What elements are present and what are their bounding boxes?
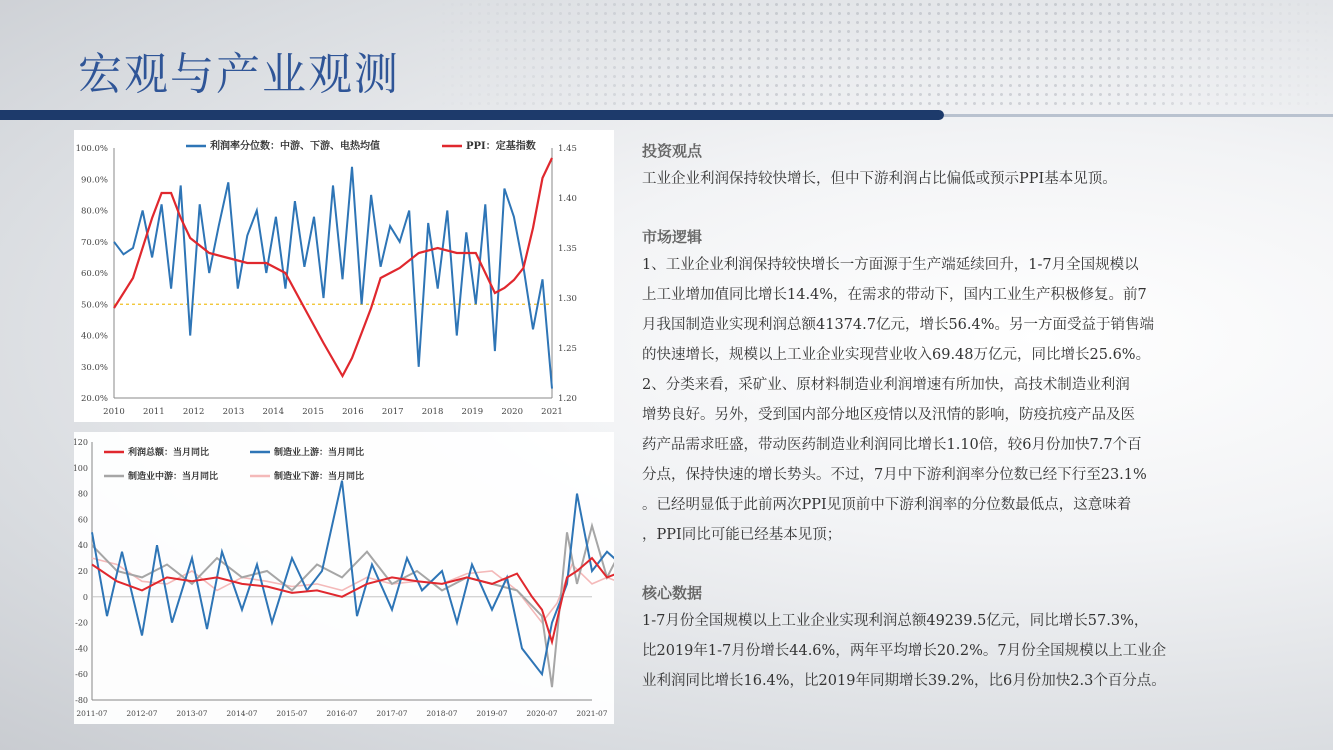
- y-left-tick-label: 90.0%: [80, 175, 108, 186]
- y-left-tick-label: 20.0%: [80, 394, 108, 404]
- y-tick-label: 40: [77, 541, 88, 551]
- y-left-tick-label: 100.0%: [75, 144, 108, 154]
- y-left-tick-label: 50.0%: [80, 300, 108, 311]
- page-title: 宏观与产业观测: [78, 49, 400, 100]
- y-tick-label: -40: [75, 644, 88, 654]
- logic-line: ，PPI同比可能已经基本见顶；: [642, 527, 842, 543]
- x-tick-label: 2013-07: [176, 709, 208, 718]
- y-left-tick-label: 40.0%: [80, 331, 108, 342]
- y-left-tick-label: 70.0%: [80, 237, 108, 248]
- header-divider: [0, 110, 944, 120]
- logic-body: [642, 250, 1262, 550]
- logic-line: 上工业增加值同比增长14.4%，在需求的带动下，国内工业生产积极修复。前7: [642, 287, 1147, 303]
- series-line-profit-percentile: [114, 167, 552, 389]
- header-dot-pattern: [430, 0, 1333, 110]
- x-tick-label: 2016-07: [326, 709, 358, 718]
- legend-label-profit: 利润率分位数：中游、下游、电热均值: [210, 141, 380, 152]
- profit-ppi-chart: [74, 130, 614, 422]
- y-tick-label: 100: [74, 463, 88, 473]
- y-right-tick-label: 1.40: [558, 194, 577, 204]
- logic-line: 的快速增长，规模以上工业企业实现营业收入69.48万亿元，同比增长25.6%。: [642, 347, 1151, 363]
- monthly-yoy-chart-svg: [74, 432, 614, 724]
- x-tick-label: 2018: [421, 407, 444, 417]
- logic-line: 2、分类来看，采矿业、原材料制造业利润增速有所加快，高技术制造业利润: [642, 377, 1130, 393]
- legend-label-upstream: 制造业上游：当月同比: [274, 448, 365, 458]
- view-text: 工业企业利润保持较快增长，但中下游利润占比偏低或预示PPI基本见顶。: [642, 171, 1117, 187]
- text-panel: [642, 140, 1262, 696]
- logic-line: 。已经明显低于此前两次PPI见顶前中下游利润率的分位数最低点，这意味着: [642, 497, 1132, 513]
- x-tick-label: 2014-07: [226, 709, 258, 718]
- x-tick-label: 2016: [342, 407, 364, 417]
- y-tick-label: -80: [75, 696, 88, 705]
- x-tick-label: 2015: [302, 407, 324, 417]
- legend-label-ppi: PPI：定基指数: [466, 141, 536, 152]
- y-tick-label: -20: [75, 618, 88, 628]
- x-tick-label: 2011-07: [76, 709, 108, 718]
- x-tick-label: 2019: [461, 407, 484, 417]
- data-body: [642, 606, 1262, 696]
- y-tick-label: 80: [77, 489, 88, 499]
- x-tick-label: 2012-07: [126, 709, 158, 718]
- data-line: 1-7月份全国规模以上工业企业实现利润总额49239.5亿元，同比增长57.3%，: [642, 613, 1149, 629]
- y-right-tick-label: 1.25: [558, 344, 577, 354]
- legend-label-midstream: 制造业中游：当月同比: [128, 472, 219, 482]
- monthly-yoy-chart: [74, 432, 614, 724]
- x-tick-label: 2020: [501, 407, 524, 417]
- y-tick-label: -60: [75, 670, 88, 680]
- data-line: 比2019年1-7月份增长44.6%，两年平均增长20.2%。7月份全国规模以上工业企: [642, 643, 1167, 659]
- logic-line: 1、工业企业利润保持较快增长一方面源于生产端延续回升，1-7月全国规模以: [642, 257, 1139, 273]
- logic-line: 增势良好。另外，受到国内部分地区疫情以及汛情的影响，防疫抗疫产品及医: [642, 407, 1135, 423]
- logic-line: 月我国制造业实现利润总额41374.7亿元，增长56.4%。另一方面受益于销售端: [642, 317, 1155, 333]
- y-right-tick-label: 1.30: [558, 294, 577, 304]
- y-left-tick-label: 80.0%: [80, 206, 108, 217]
- x-tick-label: 2017-07: [376, 709, 408, 718]
- profit-ppi-chart-svg: [74, 130, 614, 422]
- y-right-tick-label: 1.35: [558, 244, 577, 254]
- x-tick-label: 2021-07: [576, 709, 608, 718]
- x-tick-label: 2019-07: [476, 709, 508, 718]
- x-tick-label: 2015-07: [276, 709, 308, 718]
- data-line: 业利润同比增长16.4%，比2019年同期增长39.2%，比6月份加快2.3个百分点。: [642, 673, 1166, 689]
- y-left-tick-label: 30.0%: [80, 362, 108, 373]
- x-tick-label: 2017: [381, 407, 404, 417]
- legend-label-downstream: 制造业下游：当月同比: [274, 472, 365, 482]
- header-divider-light: [944, 114, 1333, 117]
- y-tick-label: 120: [74, 438, 88, 447]
- x-tick-label: 2011: [142, 407, 165, 417]
- x-tick-label: 2014: [262, 407, 285, 417]
- x-tick-label: 2010: [103, 407, 125, 417]
- series-line-midstream: [92, 526, 614, 687]
- legend-label-profit-total: 利润总额：当月同比: [128, 448, 210, 458]
- y-right-tick-label: 1.45: [558, 144, 577, 154]
- x-tick-label: 2021: [541, 407, 563, 417]
- y-right-tick-label: 1.20: [558, 394, 577, 404]
- logic-line: 药产品需求旺盛，带动医药制造业利润同比增长1.10倍，较6月份加快7.7个百: [642, 437, 1142, 453]
- logic-line: 分点，保持快速的增长势头。不过，7月中下游利润率分位数已经下行至23.1%: [642, 467, 1147, 483]
- data-heading: 核心数据: [642, 584, 703, 602]
- series-line-profit-total: [92, 558, 614, 642]
- logic-heading: 市场逻辑: [642, 228, 703, 246]
- x-tick-label: 2012: [182, 407, 205, 417]
- y-tick-label: 60: [77, 515, 88, 525]
- y-tick-label: 20: [77, 567, 88, 576]
- y-left-tick-label: 60.0%: [80, 269, 108, 279]
- x-tick-label: 2018-07: [426, 709, 458, 718]
- view-heading: 投资观点: [642, 142, 703, 160]
- x-tick-label: 2020-07: [526, 709, 558, 718]
- y-tick-label: 0: [82, 592, 88, 602]
- x-tick-label: 2013: [222, 407, 245, 417]
